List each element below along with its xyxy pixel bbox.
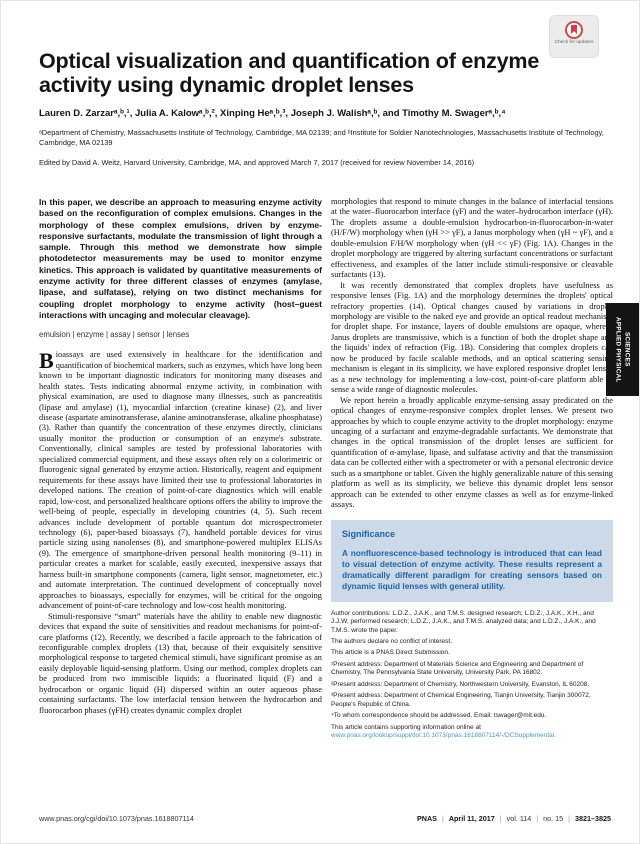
body-paragraph: It was recently demonstrated that complex droplets have usefulness as responsive lenses (Fig. 1A) and the morphology determines the droplets' optical refractory properties (14). Optical changes caused by variations in droplet morphology are visible to the naked eye and provide an optical readout mechanism for droplet shape. For instance, layers of double emulsions are opaque, whereas Janus droplets are transmissive, which is a function of both the droplet shape and the liquids' index of refraction (Fig. 1B). Considering that complex droplets can now be produced by facile scalable methods, and an optical scattering sensing mechanism is elegant in its simplicity, we have explored responsive droplet lenses as a new technology for implementing a low-cost, point-of-care platform able to sense a wide range of diagnostic molecules. bbox=[331, 280, 613, 395]
article-title: Optical visualization and quantification of enzyme activity using dynamic droplet lenses bbox=[39, 49, 540, 98]
body-paragraph: Stimuli-responsive “smart” materials have the ability to enable new diagnostic devices that expand the suite of sensitivities and readout mechanisms for point-of-care platforms (12). Recently, we described a facile approach to the fabrication of reconfigurable complex droplets (13) that, because of their exquisitely sensitive morphological response to targeted chemical stimuli, have significant promise as an easily deployable liquid-sensing platform. Using our method, complex droplets can be produced from two immiscible liquids: a fluorinated liquid (F) and a hydrocarbon or organic liquid (H) dispersed within an outer aqueous phase containing surfactants. The low interfacial tension between the hydrocarbon and fluorocarbon phases (γFH) creates dynamic complex droplet bbox=[39, 611, 322, 715]
footer-date: April 11, 2017 bbox=[448, 814, 495, 823]
abstract: In this paper, we describe an approach to measuring enzyme activity based on the reconfiguration of complex emulsions. Changes in the morphology of these complex emulsions, driven by enzyme-responsive surfactants, modulate the transmission of light through a sample. Through this method we demonstrate how simple photodetector measurements may be used to monitor enzyme kinetics. This approach is validated by quantitative measurements of enzyme activity for three different classes of enzymes (amylase, lipase, and sulfatase), relying on two distinct mechanisms for coupling droplet morphology to enzyme activity (host–guest interactions with uncaging and molecular cleavage). bbox=[39, 197, 322, 320]
page-footer bbox=[39, 814, 611, 823]
present-address-1: ¹Present address: Department of Materials Science and Engineering and Department of Chemistry, The Pennsylvania State University, University Park, PA 16802. bbox=[331, 660, 584, 677]
supporting-info-prefix: This article contains supporting information online at bbox=[331, 723, 481, 731]
correspondence-note: ⁴To whom correspondence should be addressed. Email: tswager@mit.edu. bbox=[331, 712, 547, 720]
supporting-info-note bbox=[331, 724, 613, 741]
left-column bbox=[39, 197, 322, 716]
drop-cap: B bbox=[39, 348, 54, 374]
footer-separator: | bbox=[441, 814, 444, 823]
keywords-line: emulsion | enzyme | assay | sensor | lenses bbox=[39, 330, 190, 340]
footer-volume: vol. 114 bbox=[506, 814, 532, 823]
body-paragraph: We report herein a broadly applicable enzyme-sensing assay predicated on the optical changes of enzyme-responsive complex droplet lenses. We present two approaches by which to couple enzyme activity to the droplet morphology: enzyme uncaging of a surfactant and enzyme-degradable surfactants. We demonstrate that changes in the optical transmission of the droplet lenses are sufficient for quantification of α-amylase, lipase, and sulfatase activity and that the transmission data can be collected either with a spectrometer or with a personal electronic device such as a smartphone or tablet. Given the highly generalizable nature of this sensing platform as well as its simplicity, we believe this dynamic droplet lens sensor approach can be extended to other enzyme classes as well as for enzyme-linked assays. bbox=[331, 395, 613, 510]
intro-paragraph-text: ioassays are used extensively in healthcare for the identification and quantification of biochemical markers, such as enzymes, which have long been known to be important diagnostic indicators for monitoring many diseases and health states. Tests indicating abnormal enzyme activity, in combination with physical examination, are used to diagnose many illnesses, such as pancreatitis (lipase and amylase) (1), myocardial infarction (creatine kinase) (2), and liver disease (aspartate aminotransferase, alanine aminotransferase, alkaline phosphatase) (3). Rather than quantify the concentration of these enzymes directly, clinicians usually monitor the production or consumption of an enzyme's substrate. Conventionally, clinical samples are tested by professional laboratories with specialized commercial equipment, and these assays often rely on a colorimetric or fluorogenic signal generated by enzyme action. Historically, reagent and equipment requirements for these assays have limited their use to professional laboratories in developed nations. The creation of point-of-care diagnostics which will enable rapid, low-cost, and personalized healthcare options offers the ability to improve the well-being of people, especially in developing countries (4, 5). Such recent advances include development of portable quantum dot microspectrometer technology (6), paper-based bioassays (7), handheld portable devices for virus particle sizing using nanolenses (8), and smartphone-powered multiplex ELISAs (9). The emergence of smartphone-driven personal health monitoring (9–11) in particular creates a market for scalable, easily executed, inexpensive assays that harness built-in smartphone components (camera, light sensor, magnetometer, etc.) and automate interpretation. The continued development of conceptually novel approaches to bioassays, especially for enzymes, will be critical for the ongoing advancement of point-of-care technology and low-cost health monitoring. bbox=[39, 350, 322, 611]
significance-text: A nonfluorescence-based technology is introduced that can lead to visual detection of enzyme activity. These results represent a dramatically different paradigm for creating sensors based on dynamic liquid lenses with general utility. bbox=[342, 547, 602, 591]
badge-label: Check for updates bbox=[554, 40, 594, 45]
footer-pages: 3821–3825 bbox=[575, 814, 611, 823]
pnas-spine bbox=[4, 4, 23, 840]
present-address-3: ³Present address: Department of Chemical Engineering, Tianjin University, Tianjin 300072, People's Republic of China. bbox=[331, 692, 591, 708]
pnas-logo-vertical: PNAS bbox=[4, 192, 21, 240]
direct-submission-note: This article is a PNAS Direct Submission. bbox=[331, 649, 450, 657]
right-column bbox=[331, 197, 613, 743]
edited-by-line: Edited by David A. Weitz, Harvard University, Cambridge, MA, and approved March 7, 2017 (received for review November 14, 2016) bbox=[39, 158, 475, 168]
footer-separator: | bbox=[536, 814, 539, 823]
footer-doi: www.pnas.org/cgi/doi/10.1073/pnas.1618807114 bbox=[39, 814, 194, 823]
section-tab-line1: APPLIED PHYSICAL bbox=[614, 316, 622, 383]
significance-box bbox=[331, 520, 613, 602]
footer-citation bbox=[417, 814, 611, 823]
section-tab-line2: SCIENCES bbox=[623, 332, 631, 367]
authors-line: Lauren D. Zarzarᵃ,ᵇ,¹, Julia A. Kalowᵃ,ᵇ,², Xinping Heᵃ,ᵇ,³, Joseph J. Walishᵃ,ᵇ, and Timothy M. Swagerᵃ,ᵇ,⁴ bbox=[39, 107, 506, 119]
present-address-2: ²Present address: Department of Chemistry, Northwestern University, Evanston, IL 60208. bbox=[331, 680, 590, 688]
supplemental-link[interactable]: www.pnas.org/lookup/suppl/doi:10.1073/pnas.1618807114/-/DCSupplemental. bbox=[331, 731, 557, 739]
body-paragraph: morphologies that respond to minute changes in the balance of interfacial tensions at the water–fluorocarbon interface (γF) and the water–hydrocarbon interface (γH). The droplets assume a double-emulsion hydrocarbon-in-fluorocarbon-in-water (H/F/W) morphology when (γH >> γF), a Janus morphology when (γH ~ γF), and a double-emulsion F/H/W morphology when (γH << γF) (Fig. 1A). Changes in the droplet morphology are triggered by altering surfactant concentrations or surfactant effectiveness, and examples of the latter include stimuli-responsive or cleavable surfactants (13). bbox=[331, 197, 613, 280]
pnas-logo-vertical: PNAS bbox=[4, 290, 21, 338]
conflict-statement: The authors declare no conflict of interest. bbox=[331, 638, 453, 646]
author-contributions: Author contributions: L.D.Z., J.A.K., and T.M.S. designed research; L.D.Z., J.A.K., X.H., and J.J.W. performed research; L.D.Z., J.A.K., and T.M.S. analyzed data; and L.D.Z., J.A.K., and T.M.S. wrote the paper. bbox=[331, 609, 596, 634]
significance-heading: Significance bbox=[342, 528, 396, 539]
affiliations: ᵃDepartment of Chemistry, Massachusetts Institute of Technology, Cambridge, MA 02139; and ᵇInstitute for Soldier Nanotechnologies, Massachusetts Institute of Technology, Cambridge, MA 02139 bbox=[39, 127, 604, 148]
footer-issue: no. 15 bbox=[543, 814, 564, 823]
pnas-logo-vertical: PNAS bbox=[4, 88, 21, 136]
pnas-logo-vertical: PNAS bbox=[4, 422, 21, 470]
intro-paragraph bbox=[39, 350, 322, 611]
footer-separator: | bbox=[499, 814, 502, 823]
article-header bbox=[39, 1, 613, 167]
footer-separator: | bbox=[568, 814, 571, 823]
footnotes bbox=[331, 610, 613, 741]
footer-journal: PNAS bbox=[416, 814, 437, 823]
